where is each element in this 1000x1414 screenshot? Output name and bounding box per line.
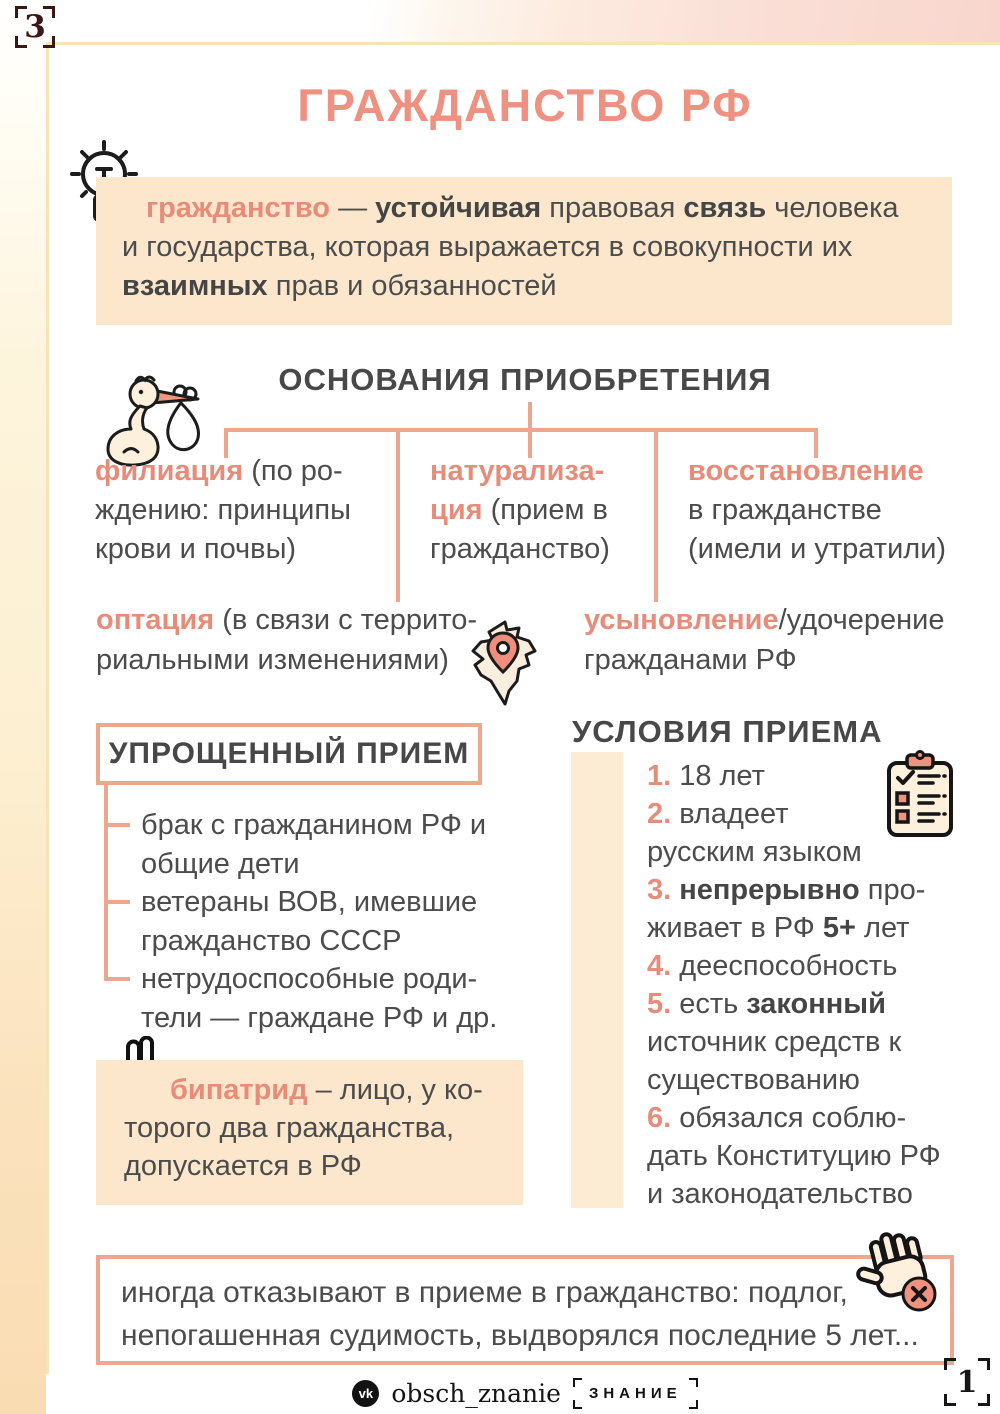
branch-restoration: восстановление в гражданстве (имели и утратили) [688, 455, 947, 565]
page-number-mark-top [15, 6, 55, 48]
condition-item: 3. непрерывно про- [647, 874, 926, 906]
condition-item: 4. дееспособность [647, 950, 898, 982]
simplified-admission-heading-box [96, 723, 482, 785]
condition-item: и законодательство [647, 1178, 913, 1210]
page-number-mark-bottom [944, 1358, 990, 1406]
definition-term: гражданство [146, 192, 331, 224]
list-item: ветераны ВОВ, имевшие [141, 886, 478, 918]
refusal-warning-text: иногда отказывают в приеме в гражданство: подлог, непогашенная судимость, выдворялся последние 5 лет... [121, 1276, 919, 1352]
acquisition-heading: ОСНОВАНИЯ ПРИОБРЕТЕНИЯ [278, 362, 772, 397]
tree-horizontal-line [224, 428, 818, 432]
condition-item: живает в РФ 5+ лет [647, 912, 910, 944]
condition-item: 6. обязался соблю- [647, 1102, 907, 1134]
map-location-pin-icon [466, 620, 540, 708]
conditions-list [647, 757, 982, 1213]
list-item: тели — граждане РФ и др. [141, 1001, 498, 1034]
footer [95, 1378, 955, 1409]
branch-optation: оптация (в связи с террито- риальными изменениями) [96, 604, 477, 676]
znanie-logo [573, 1378, 698, 1409]
simplified-list-line [104, 783, 108, 979]
condition-item: русским языком [647, 836, 862, 868]
condition-item: 2. владеет [647, 798, 789, 830]
condition-item: 5. есть законный [647, 988, 886, 1020]
page-number-top: 3 [24, 9, 46, 45]
page-title: ГРАЖДАНСТВО РФ [297, 80, 753, 131]
condition-item: дать Конституцию РФ [647, 1140, 941, 1172]
znanie-logo-text: ЗНАНИЕ [588, 1385, 682, 1402]
condition-item: источник средств к [647, 1026, 902, 1058]
conditions-band [571, 752, 623, 1208]
top-banner-gradient [46, 0, 1000, 42]
vk-icon: vk [352, 1380, 379, 1407]
definition-text: гражданство — устойчивая правовая связь человека и государства, которая выражается в совокупности их взаимных прав и обязанностей [122, 192, 899, 302]
condition-item: 1. 18 лет [647, 760, 765, 792]
list-item: брак с гражданином РФ и [141, 809, 487, 841]
branch-adoption: усыновление/удочерение гражданами РФ [584, 604, 945, 676]
branch-filiation: филиация (по ро- ждению: принципы крови и почвы) [95, 455, 351, 565]
list-item: нетрудоспособные роди- [141, 963, 478, 995]
list-item: общие дети [141, 847, 300, 880]
page-number-bottom: 1 [956, 1364, 978, 1400]
bipatrid-term: бипатрид [170, 1074, 308, 1106]
footer-handle: obsch_znanie [391, 1379, 561, 1408]
simplified-admission-list [141, 806, 536, 1037]
stop-hand-x-icon [850, 1230, 944, 1320]
branch-naturalization: натурализа- ция (прием в гражданство) [430, 455, 610, 565]
condition-item: существованию [647, 1064, 860, 1096]
simplified-list-tick-2 [104, 900, 130, 904]
simplified-admission-heading: УПРОЩЕННЫЙ ПРИЕМ [108, 737, 470, 770]
conditions-heading: УСЛОВИЯ ПРИЕМА [572, 714, 883, 749]
list-item: гражданство СССР [141, 924, 402, 957]
bipatrid-text: бипатрид – лицо, у ко- торого два гражданства, допускается в РФ [124, 1074, 483, 1182]
tree-stem-line [528, 402, 532, 430]
simplified-list-tick-3 [104, 977, 130, 981]
simplified-list-tick-1 [104, 823, 130, 827]
left-margin-gradient [0, 0, 46, 1414]
